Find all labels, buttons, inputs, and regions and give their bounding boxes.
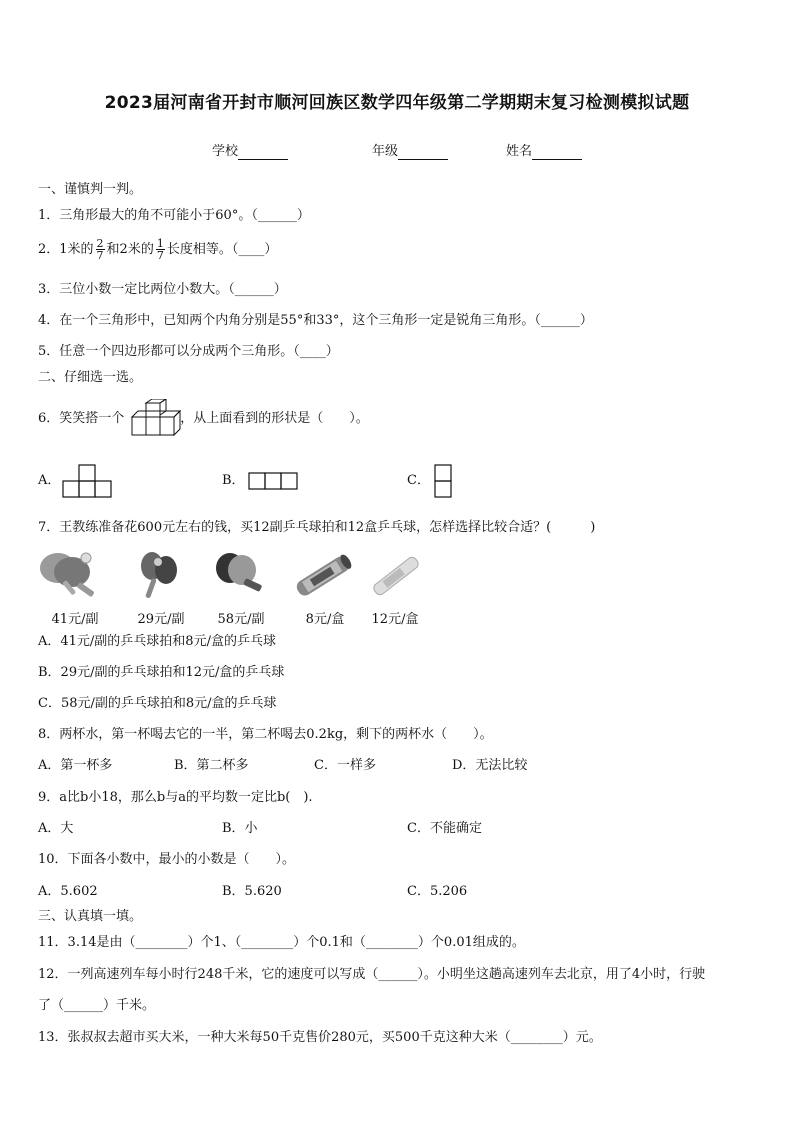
paddle-29-image: [130, 548, 190, 604]
q10-option-b[interactable]: B．5.620: [222, 884, 282, 899]
question-12-line-1: 12．一列高速列车每小时行248千米，它的速度可以写成（______）。小明坐这趟高速列车去北京，用了4小时，行驶: [38, 967, 706, 982]
question-8: 8．两杯水，第一杯喝去它的一半，第二杯喝去0.2kg，剩下的两杯水（ ）。: [38, 727, 493, 742]
section-1-heading: 一、谨慎判一判。: [38, 182, 143, 197]
option-b-shape-figure: [248, 472, 298, 491]
q10-option-c[interactable]: C．5.206: [407, 884, 468, 899]
name-label: 姓名: [506, 144, 533, 159]
q8-option-b[interactable]: B．第二杯多: [174, 758, 249, 773]
q6-option-a[interactable]: A．: [38, 473, 61, 488]
school-field: [212, 140, 288, 160]
q8-option-a[interactable]: A．第一杯多: [38, 758, 113, 773]
q6-option-b[interactable]: B．: [222, 473, 245, 488]
question-10: 10．下面各小数中，最小的小数是（ ）。: [38, 852, 296, 867]
grade-label: 年级: [372, 144, 399, 159]
q2-text-b: 和2米的: [106, 242, 154, 257]
price-label-1: 41元/副: [51, 612, 99, 627]
q10-option-a[interactable]: A．5.602: [38, 884, 98, 899]
price-label-5: 12元/盒: [371, 612, 419, 627]
price-label-3: 58元/副: [217, 612, 265, 627]
q2-text-a: 2．1米的: [38, 242, 94, 257]
q7-option-c[interactable]: C．58元/副的乒乓球拍和8元/盒的乒乓球: [38, 696, 277, 711]
option-a-shape-figure: [62, 464, 112, 498]
grade-blank[interactable]: [398, 144, 448, 160]
question-13: 13．张叔叔去超市买大米，一种大米每50千克售价280元，买500千克这种大米（________）元。: [38, 1030, 602, 1045]
question-2: [38, 238, 277, 261]
question-11: 11．3.14是由（________）个1、（________）个0.1和（________）个0.01组成的。: [38, 935, 525, 950]
question-1: 1．三角形最大的角不可能小于60°。（______）: [38, 208, 310, 223]
school-label: 学校: [212, 144, 239, 159]
q9-option-a[interactable]: A．大: [38, 821, 74, 836]
q9-option-c[interactable]: C．不能确定: [407, 821, 482, 836]
fraction-2-7: $\frac{2}{7}$: [96, 237, 104, 262]
fraction-1-7: $\frac{1}{7}$: [156, 237, 164, 262]
option-c-shape-figure: [434, 464, 453, 498]
q6-text-a: 6．笑笑搭一个: [38, 411, 125, 426]
price-label-4: 8元/盒: [305, 612, 345, 627]
page-title: 2023届河南省开封市顺河回族区数学四年级第二学期期末复习检测模拟试题: [104, 93, 690, 113]
q6-option-c[interactable]: C．: [407, 473, 430, 488]
ball-box-12-image: [366, 546, 426, 604]
question-4: 4．在一个三角形中，已知两个内角分别是55°和33°，这个三角形一定是锐角三角形。（______）: [38, 313, 593, 328]
q2-text-c: 长度相等。（____）: [166, 242, 278, 257]
question-9: 9．a比b小18，那么b与a的平均数一定比b( ).: [38, 790, 313, 805]
q6-text-b: ，从上面看到的形状是（ ）。: [180, 411, 369, 426]
question-12-line-2: 了（______）千米。: [38, 998, 156, 1013]
name-field: [506, 140, 582, 160]
price-label-2: 29元/副: [137, 612, 185, 627]
paddle-41-image: [36, 548, 100, 604]
paddle-58-image: [210, 548, 270, 604]
grade-field: [372, 140, 448, 160]
q7-option-b[interactable]: B．29元/副的乒乓球拍和12元/盒的乒乓球: [38, 665, 285, 680]
q9-option-b[interactable]: B．小: [222, 821, 258, 836]
cube-stack-figure: [130, 399, 186, 439]
q8-option-c[interactable]: C．一样多: [314, 758, 376, 773]
name-blank[interactable]: [532, 144, 582, 160]
school-blank[interactable]: [238, 144, 288, 160]
question-3: 3．三位小数一定比两位小数大。（______）: [38, 282, 287, 297]
section-3-heading: 三、认真填一填。: [38, 909, 143, 924]
section-2-heading: 二、仔细选一选。: [38, 370, 143, 385]
question-7: 7．王教练准备花600元左右的钱，买12副乒乓球拍和12盒乒乓球，怎样选择比较合适？( ): [38, 520, 596, 535]
ball-box-8-image: [290, 546, 356, 604]
q8-option-d[interactable]: D．无法比较: [452, 758, 528, 773]
question-6: [38, 410, 369, 428]
q7-option-a[interactable]: A．41元/副的乒乓球拍和8元/盒的乒乓球: [38, 634, 276, 649]
question-5: 5．任意一个四边形都可以分成两个三角形。（____）: [38, 344, 339, 359]
